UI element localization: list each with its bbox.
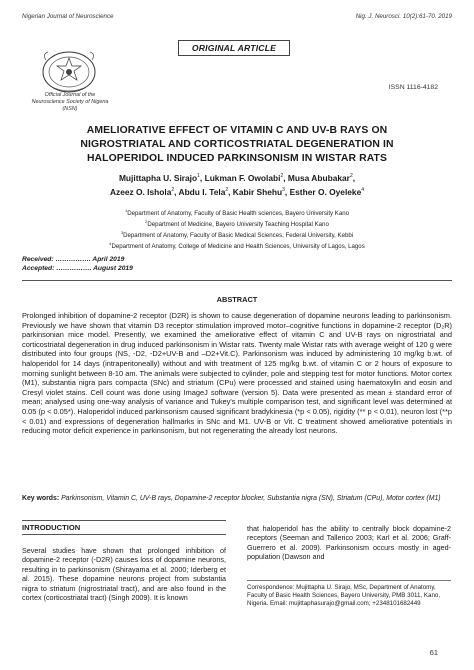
affiliation-sup: 4 <box>109 241 112 247</box>
affiliation-text: Department of Anatomy, Faculty of Basic Medical Sciences, Federal University, Kebbi <box>123 232 354 240</box>
author-sep: , <box>228 186 233 197</box>
author-sep: , <box>283 172 288 183</box>
author-name: Azeez O. Ishola <box>109 186 172 197</box>
affiliation-sup: 2 <box>145 219 148 225</box>
author-sep: , <box>284 186 290 197</box>
introduction-heading: INTRODUCTION <box>22 520 226 535</box>
author-affil-sup: 2 <box>225 186 229 193</box>
journal-citation: Nig. J. Neurosci. 10(2):61-70. 2019 <box>355 13 452 20</box>
journal-note <box>24 92 116 113</box>
affiliation-sup: 1 <box>125 208 128 213</box>
author-list <box>30 170 444 198</box>
author-name: Kabir Shehu <box>232 186 283 197</box>
section-divider <box>22 280 452 281</box>
affiliation-text: Department of Anatomy, Faculty of Basic Health sciences, Bayero University Kano <box>127 210 349 218</box>
author-name: Mujittapha U. Sirajo <box>118 172 198 183</box>
author-name: Abdu I. Tela <box>178 186 226 197</box>
author-sep: , <box>352 172 356 183</box>
affiliation-sup: 3 <box>120 230 124 236</box>
title-line: HALOPERIDOL INDUCED PARKINSONISM IN WISTAR RATS <box>86 153 388 164</box>
affiliation <box>36 218 438 229</box>
author-affil-sup: 2 <box>171 186 175 193</box>
affiliation-text: Department of Medicine, Bayero University Teaching Hospital Kano <box>147 221 329 229</box>
affiliation <box>36 229 438 240</box>
keywords <box>22 494 452 503</box>
title-line: AMELIORATIVE EFFECT OF VITAMIN C AND UV-B RAYS ON <box>86 125 388 136</box>
article-dates <box>22 255 133 273</box>
article-title <box>20 124 454 166</box>
keywords-label: Key words: <box>22 495 60 502</box>
page-number: 61 <box>429 648 438 657</box>
journal-note-line: Neuroscience Society of Nigeria <box>31 99 109 105</box>
author-sep: , <box>174 186 179 197</box>
abstract-text: Prolonged inhibition of dopamine-2 receptor (D2R) is shown to cause degeneration of dopamine neurons leading to parkinsonism. Previously we have shown that vitamin D3 receptor stimulation improved motor–cognitive functions in dopamine-2 receptor (D₂R) parkinsonian mice model. Presently, we examined the ameliorative effect of vitamin C and UV-B rays on nigrostriatal and corticostriatal degeneration in drug induced parkinsonism in Wistar rats. Twenty male Wistar rats with average weight of 120 g were distributed into four groups (NS, -D2, -D2+UV-B and –D2+Vit.C). Parkinsonism was induced by administering 10 mg/kg b.wt. of haloperidol for 14 days (intraperitoneally) without and with treatment of 125 mg/kg b.wt. of vitamin C or 2 hours of exposure to morning sunlight between 8-10 am. The animals were subjected to cylinder, pole and stepping test for motor functions. Motor cortex (M1), substantia nigra pars compacta (SNc) and striatum (CPu) were processed and stained using haematoxylin and eosin and Cresyl violet stains. Cell count was done using ImageJ software (version 5). Data were presented as mean ± standard error of mean; analysed using one-way analysis of variance and Tukey's multiple comparison test, and significant level was determined at 0.05 (p < 0.05*). Haloperidol induced parkinsonism caused significant bradykinesia (*p < 0.05), rigidity (** p < 0.01), neuron lost (**p < 0.01) and expressions of degeneration hallmarks in SNc and M1. UV-B or Vit. C treatment showed ameliorative potentials in reducing motor deficit experience in parkinsonism, but not regenerating the already lost neurons. <box>22 311 452 436</box>
author-affil-sup: 1 <box>197 173 200 179</box>
abstract-heading: ABSTRACT <box>216 295 258 304</box>
author-affil-sup: 4 <box>361 186 365 193</box>
author-affil-sup: 3 <box>282 186 285 193</box>
keywords-text: Parkinsonism, Vitamin C, UV-B rays, Dopamine-2 receptor blocker, Substantia nigra (SN), Striatum (CPu), Motor cortex (M1) <box>61 495 441 502</box>
affiliation-text: Department of Anatomy, College of Medicine and Health Sciences, University of Lagos, Lagos <box>111 243 365 251</box>
affiliation <box>36 207 438 218</box>
author-name: Lukman F. Owolabi <box>204 172 281 183</box>
author-affil-sup: 2 <box>349 173 353 179</box>
article-type-badge: ORIGINAL ARTICLE <box>178 40 290 56</box>
society-logo-icon <box>38 46 100 96</box>
correspondence-note: Correspondence: Mujittapha U. Sirajo, MSc, Department of Anatomy, Faculty of Basic Health Sciences, Bayero University, PMB 3011, Kano, Nigeria. Email: mujittaphasurajo@gmail.com; +2348101682449 <box>247 580 451 608</box>
running-head <box>22 13 452 23</box>
author-name: Esther O. Oyeleke <box>289 186 362 197</box>
author-affil-sup: 2 <box>280 173 284 179</box>
affiliation <box>36 240 438 251</box>
author-sep: , <box>199 172 205 183</box>
journal-note-line: (NSN) <box>62 106 78 112</box>
introduction-text-left: Several studies have shown that prolonged inhibition of dopamine-2 receptor (-D2R) causes loss of dopamine neurons, resulting in to parkinsonism (Shirayama et al. 2000; Iderberg et al. 2015). These dopamine neurons project from substantia nigra to striatum (nigrostriatal tract), and are also found in the cortex (corticostriatal tract) (Singh 2009). It is known <box>22 546 226 603</box>
accepted-date: Accepted: ……………. August 2019 <box>22 265 133 272</box>
received-date: Received: ……………. April 2019 <box>22 256 125 263</box>
introduction-text-right: that haloperidol has the ability to centrally block dopamine-2 receptors (Seeman and Tallerico 2003; Karl et al. 2006; Graff-Guerrero et al. 2009). Parkinsonism occurs mostly in aged-population (Dawson and <box>247 524 451 562</box>
title-line: NIGROSTRIATAL AND CORTICOSTRIATAL DEGENERATION IN <box>80 139 394 150</box>
author-line <box>30 184 444 198</box>
issn: ISSN 1116-4182 <box>388 84 438 91</box>
affiliation-list <box>36 207 438 251</box>
author-name: Musa Abubakar <box>287 172 350 183</box>
journal-name: Nigerian Journal of Neuroscience <box>22 13 114 20</box>
journal-note-line: Official Journal of the <box>44 92 96 98</box>
author-line <box>30 170 444 184</box>
